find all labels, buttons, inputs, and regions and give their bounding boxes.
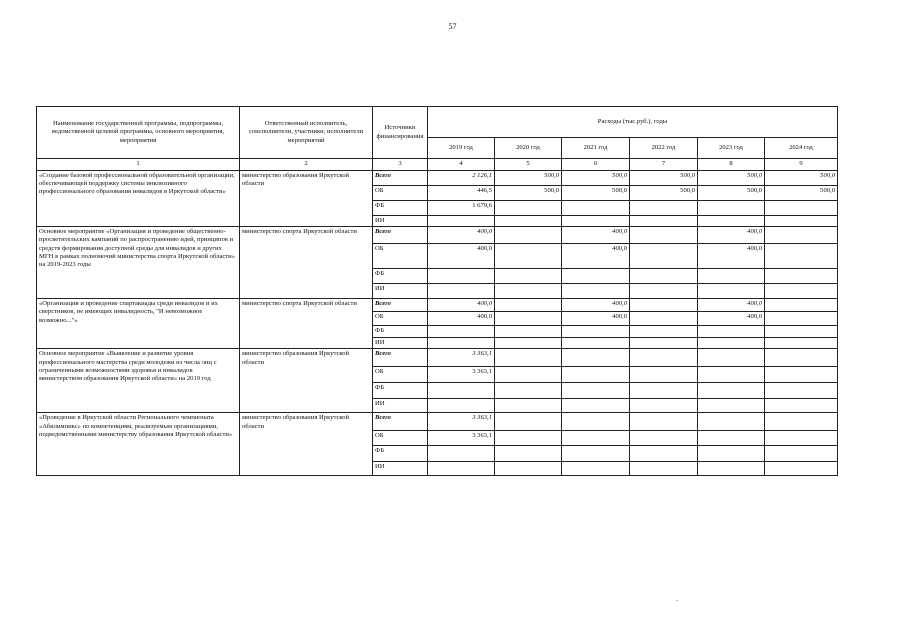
expense-value: 500,0	[765, 171, 838, 186]
table-body	[37, 171, 838, 476]
expense-value	[562, 399, 630, 413]
expense-value	[765, 216, 838, 227]
expense-value	[765, 284, 838, 299]
expense-value	[698, 326, 765, 338]
scan-artifact	[676, 600, 678, 601]
page-number: 57	[448, 22, 457, 31]
expense-value	[765, 413, 838, 431]
funding-source: Всего	[373, 349, 428, 367]
expense-value	[630, 446, 698, 462]
expense-value	[698, 201, 765, 216]
funding-source: ОБ	[373, 244, 428, 269]
expense-value	[630, 399, 698, 413]
expense-value	[698, 269, 765, 284]
expense-value: 3 363,1	[428, 367, 495, 383]
expense-value	[562, 201, 630, 216]
expense-value	[495, 349, 562, 367]
expense-value	[428, 326, 495, 338]
header-year: 2021 год	[562, 138, 630, 159]
funding-source: ИИ	[373, 462, 428, 476]
expense-value	[698, 431, 765, 446]
expense-value	[765, 349, 838, 367]
expense-value	[630, 269, 698, 284]
expense-value	[630, 227, 698, 244]
column-number: 8	[698, 159, 765, 171]
responsible-executor: министерство образования Иркутской области	[240, 413, 373, 476]
expense-value	[765, 399, 838, 413]
expense-value	[562, 349, 630, 367]
responsible-executor: министерство спорта Иркутской области	[240, 227, 373, 299]
expense-value	[765, 312, 838, 326]
expense-value	[562, 216, 630, 227]
activity-name: «Организация и проведение спартакиады среди инвалидов и их сверстников, не имеющих инвалидность, "И невозможное возможно..."»	[37, 299, 240, 349]
funding-source: ИИ	[373, 338, 428, 349]
expense-value: 400,0	[562, 227, 630, 244]
expense-value	[495, 367, 562, 383]
expense-value	[765, 326, 838, 338]
funding-source: ОБ	[373, 186, 428, 201]
activity-name: Основное мероприятие «Организация и проведение общественно-просветительских кампаний по распространению идей, принципов и средств формирования доступной среды для инвалидов и других МГН в рамках полномочий министерства спорта Иркутской области» на 2019-2023 годы	[37, 227, 240, 299]
expense-value: 400,0	[562, 312, 630, 326]
column-number: 3	[373, 159, 428, 171]
expense-value: 446,5	[428, 186, 495, 201]
expense-value: 400,0	[428, 244, 495, 269]
header-expenses: Расходы (тыс.руб.), годы	[428, 107, 838, 138]
header-year: 2019 год	[428, 138, 495, 159]
expense-value	[630, 431, 698, 446]
expense-value: 500,0	[562, 186, 630, 201]
expense-value	[562, 446, 630, 462]
expense-value	[495, 227, 562, 244]
expense-value	[495, 399, 562, 413]
expense-value	[698, 446, 765, 462]
expense-value	[428, 462, 495, 476]
expense-value	[495, 338, 562, 349]
expense-value	[630, 338, 698, 349]
expense-value	[765, 383, 838, 399]
header-year: 2020 год	[495, 138, 562, 159]
funding-source: Всего	[373, 299, 428, 312]
expense-value: 3 363,1	[428, 431, 495, 446]
expense-value: 400,0	[698, 244, 765, 269]
expense-value: 400,0	[428, 299, 495, 312]
expense-value	[562, 383, 630, 399]
expense-value	[630, 312, 698, 326]
expense-value	[698, 284, 765, 299]
funding-source: ИИ	[373, 284, 428, 299]
funding-source: ФБ	[373, 326, 428, 338]
expense-value	[630, 367, 698, 383]
expense-value	[562, 431, 630, 446]
expense-value	[698, 338, 765, 349]
funding-source: ОБ	[373, 431, 428, 446]
expense-value	[562, 326, 630, 338]
header-year: 2024 год	[765, 138, 838, 159]
expense-value	[562, 269, 630, 284]
column-number: 2	[240, 159, 373, 171]
expense-value	[630, 349, 698, 367]
table-row	[37, 227, 838, 244]
expense-value	[428, 269, 495, 284]
table-row	[37, 299, 838, 312]
header-year: 2023 год	[698, 138, 765, 159]
expense-value: 500,0	[495, 186, 562, 201]
column-number: 7	[630, 159, 698, 171]
expense-value	[698, 462, 765, 476]
expense-value	[698, 367, 765, 383]
header-name: Наименование государственной программы, подпрограммы, ведомственной целевой программы, основного мероприятия, мероприятия	[37, 107, 240, 159]
column-number: 4	[428, 159, 495, 171]
expense-value	[630, 244, 698, 269]
expense-value	[630, 462, 698, 476]
expense-value	[562, 284, 630, 299]
expense-value	[765, 269, 838, 284]
expense-value: 400,0	[428, 312, 495, 326]
expense-value	[495, 216, 562, 227]
expense-value	[765, 462, 838, 476]
expense-value	[698, 399, 765, 413]
expense-value	[630, 383, 698, 399]
expense-value	[495, 413, 562, 431]
funding-source: ФБ	[373, 269, 428, 284]
expense-value	[630, 216, 698, 227]
activity-name: «Проведение в Иркутской области Регионального чемпионата «Абилимпикс» по компетенциям, реализуемым организациями, подведомственными министерству образования Иркутской области»	[37, 413, 240, 476]
expense-value: 400,0	[698, 312, 765, 326]
expense-value	[698, 349, 765, 367]
column-number: 6	[562, 159, 630, 171]
expense-value: 400,0	[698, 227, 765, 244]
funding-source: ФБ	[373, 446, 428, 462]
expense-value: 500,0	[698, 186, 765, 201]
expense-value	[428, 446, 495, 462]
expense-value: 3 363,1	[428, 349, 495, 367]
expense-value	[698, 383, 765, 399]
expense-value	[562, 413, 630, 431]
responsible-executor: министерство спорта Иркутской области	[240, 299, 373, 349]
expense-value	[630, 284, 698, 299]
expense-value	[698, 216, 765, 227]
funding-source: Всего	[373, 227, 428, 244]
expense-value: 500,0	[630, 171, 698, 186]
responsible-executor: министерство образования Иркутской области	[240, 171, 373, 227]
expense-value: 500,0	[495, 171, 562, 186]
table-row	[37, 171, 838, 186]
funding-source: ИИ	[373, 399, 428, 413]
activity-name: «Создание базовой профессиональной образовательной организации, обеспечивающей поддержку системы инклюзивного профессионального образования инвалидов в Иркутской области»	[37, 171, 240, 227]
funding-source: ОБ	[373, 312, 428, 326]
expense-value	[765, 367, 838, 383]
expense-value	[495, 244, 562, 269]
expense-value: 500,0	[698, 171, 765, 186]
expense-value	[495, 383, 562, 399]
expense-value: 400,0	[428, 227, 495, 244]
funding-source: Всего	[373, 413, 428, 431]
expense-value	[765, 299, 838, 312]
funding-source: ФБ	[373, 201, 428, 216]
expense-value	[495, 299, 562, 312]
funding-source: Всего	[373, 171, 428, 186]
expense-value: 500,0	[630, 186, 698, 201]
expense-value: 400,0	[562, 244, 630, 269]
expense-value	[630, 413, 698, 431]
expense-value	[562, 338, 630, 349]
expense-value	[630, 326, 698, 338]
expense-value	[495, 312, 562, 326]
funding-source: ОБ	[373, 367, 428, 383]
activity-name: Основное мероприятие «Выявление и развитие уровня профессионального мастерства среди молодежи из числа лиц с ограниченными возможностями здоровья и инвалидов министерством образования Иркутской области» на 2019 год	[37, 349, 240, 413]
expense-value: 3 363,1	[428, 413, 495, 431]
expense-value: 1 679,6	[428, 201, 495, 216]
expense-value: 500,0	[765, 186, 838, 201]
expense-value	[495, 431, 562, 446]
expense-value	[428, 216, 495, 227]
expense-value	[765, 446, 838, 462]
header-sources: Источники финансирования	[373, 107, 428, 159]
expense-value	[765, 338, 838, 349]
expense-value	[562, 367, 630, 383]
expense-value: 400,0	[698, 299, 765, 312]
expense-value	[428, 383, 495, 399]
expenses-table	[36, 106, 838, 476]
table-row	[37, 349, 838, 367]
funding-source: ФБ	[373, 383, 428, 399]
expense-value: 400,0	[562, 299, 630, 312]
responsible-executor: министерство образования Иркутской области	[240, 349, 373, 413]
expense-value	[562, 462, 630, 476]
column-number: 1	[37, 159, 240, 171]
expense-value	[428, 284, 495, 299]
funding-source: ИИ	[373, 216, 428, 227]
header-responsible: Ответственный исполнитель, соисполнители, участники, исполнители мероприятий	[240, 107, 373, 159]
expense-value	[495, 269, 562, 284]
expense-value: 500,0	[562, 171, 630, 186]
expense-value	[630, 201, 698, 216]
column-number: 9	[765, 159, 838, 171]
expense-value	[765, 201, 838, 216]
expense-value	[765, 244, 838, 269]
header-year: 2022 год	[630, 138, 698, 159]
expense-value	[495, 462, 562, 476]
expense-value	[495, 284, 562, 299]
expense-value	[495, 326, 562, 338]
expense-value	[765, 431, 838, 446]
expense-value	[630, 299, 698, 312]
expense-value	[495, 201, 562, 216]
expense-value	[698, 413, 765, 431]
expense-value	[765, 227, 838, 244]
expense-value	[495, 446, 562, 462]
expense-value	[428, 338, 495, 349]
expense-value	[428, 399, 495, 413]
expense-value: 2 126,1	[428, 171, 495, 186]
column-number: 5	[495, 159, 562, 171]
table-row	[37, 413, 838, 431]
